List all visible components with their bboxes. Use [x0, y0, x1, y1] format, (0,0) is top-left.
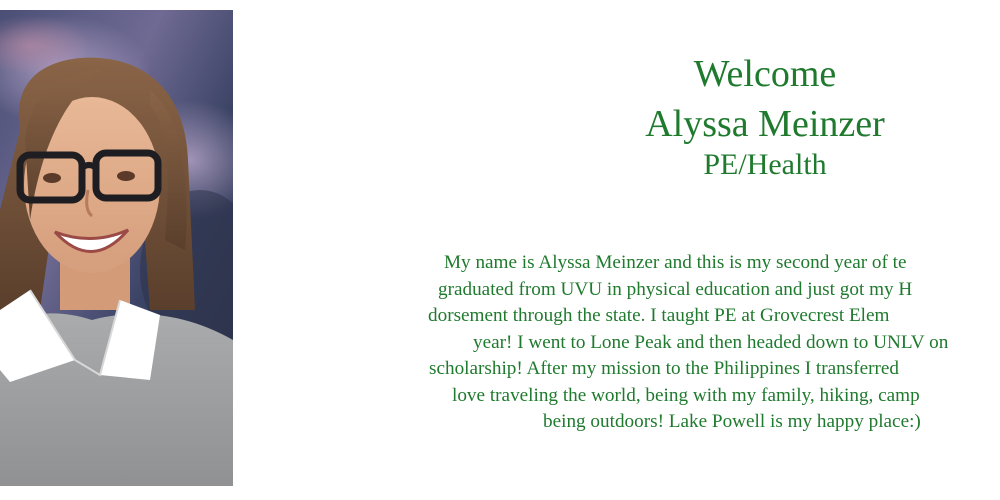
portrait-image	[0, 10, 233, 486]
bio-line: scholarship! After my mission to the Philippines I transferred	[429, 358, 900, 379]
bio-line: dorsement through the state. I taught PE at Grovecrest Elem	[428, 305, 890, 326]
portrait-photo	[0, 10, 233, 486]
teacher-subject: PE/Health	[703, 148, 827, 181]
bio-line: love traveling the world, being with my family, hiking, camp	[452, 384, 920, 406]
welcome-heading: Welcome	[693, 53, 837, 95]
bio-line: being outdoors! Lake Powell is my happy place:)	[543, 411, 921, 432]
teacher-name: Alyssa Meinzer	[645, 103, 885, 145]
bio-line: My name is Alyssa Meinzer and this is my second year of te	[444, 252, 907, 273]
bio-paragraph	[425, 250, 1000, 436]
bio-line: year! I went to Lone Peak and then headed down to UNLV on	[473, 331, 949, 353]
bio-line: graduated from UVU in physical education and just got my H	[438, 278, 913, 300]
